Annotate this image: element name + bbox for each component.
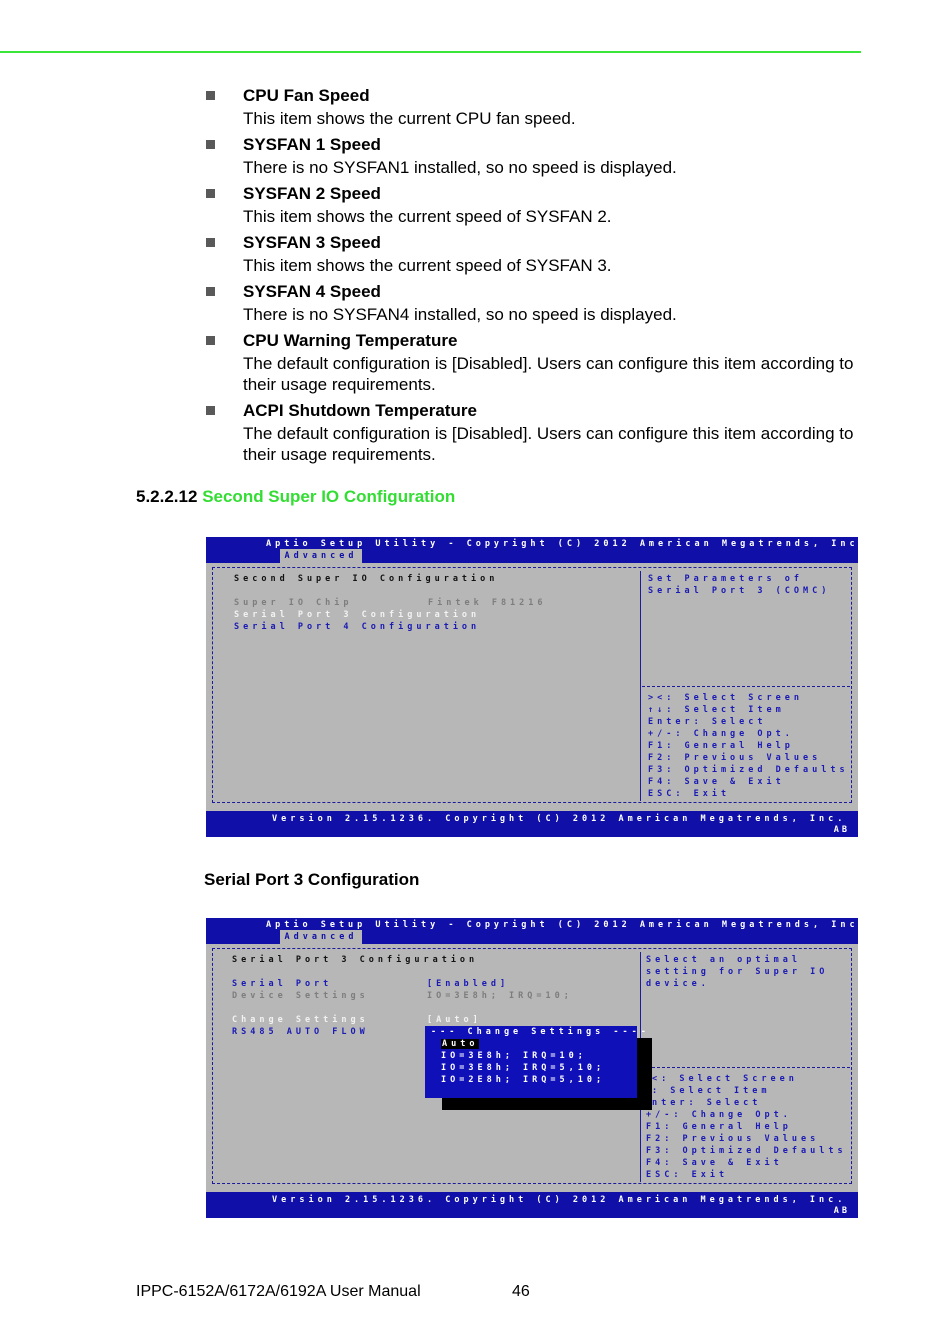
- rs485-auto-flow-label[interactable]: RS485 AUTO FLOW: [232, 1027, 369, 1037]
- list-item: [204, 231, 864, 276]
- item-description: There is no SYSFAN1 installed, so no speed is displayed.: [243, 158, 677, 177]
- square-bullet-icon: [206, 406, 215, 415]
- serial-port-label[interactable]: Serial Port: [232, 979, 333, 989]
- popup-option[interactable]: IO=3E8h; IRQ=5,10;: [441, 1063, 606, 1073]
- menu-serial-port-4[interactable]: Serial Port 4 Configuration: [234, 622, 481, 632]
- key-hint: ↑↓: Select Item: [648, 705, 785, 715]
- help-text-line: Select an optimal: [646, 955, 801, 965]
- change-settings-label[interactable]: Change Settings: [232, 1015, 369, 1025]
- key-hint: <: Select Screen: [652, 1074, 798, 1084]
- key-hint: F1: General Help: [648, 741, 794, 751]
- section-heading: [136, 485, 455, 509]
- list-item: [204, 280, 864, 325]
- square-bullet-icon: [206, 238, 215, 247]
- item-description: This item shows the current speed of SYSFAN 2.: [243, 207, 612, 226]
- key-hint: : Select Item: [652, 1086, 771, 1096]
- item-title: CPU Warning Temperature: [243, 331, 458, 350]
- square-bullet-icon: [206, 140, 215, 149]
- help-text-line: device.: [646, 979, 710, 989]
- bios-header-title: Aptio Setup Utility - Copyright (C) 2012 American Megatrends, Inc.: [266, 539, 868, 549]
- bios-version: Version 2.15.1236. Copyright (C) 2012 American Megatrends, Inc.: [272, 814, 847, 824]
- super-io-chip-label: Super IO Chip: [234, 598, 353, 608]
- bios-help-separator: [642, 686, 850, 687]
- menu-serial-port-3[interactable]: Serial Port 3 Configuration: [234, 610, 481, 620]
- item-description: This item shows the current speed of SYSFAN 3.: [243, 256, 612, 275]
- bios-column-divider: [640, 571, 641, 801]
- item-list: [204, 84, 864, 469]
- square-bullet-icon: [206, 189, 215, 198]
- header-rule: [0, 51, 861, 53]
- device-settings-label: Device Settings: [232, 991, 369, 1001]
- list-item: [204, 182, 864, 227]
- list-item: [204, 399, 864, 465]
- device-settings-value: IO=3E8h; IRQ=10;: [427, 991, 573, 1001]
- popup-option[interactable]: IO=3E8h; IRQ=10;: [441, 1051, 587, 1061]
- popup-option-label[interactable]: Auto: [442, 1039, 479, 1049]
- key-hint: ESC: Exit: [648, 789, 731, 799]
- bios-header: [206, 537, 868, 563]
- section-number: 5.2.2.12: [136, 487, 198, 506]
- tab-advanced[interactable]: Advanced: [280, 549, 362, 563]
- item-title: SYSFAN 1 Speed: [243, 135, 381, 154]
- popup-title: --- Change Settings ----: [431, 1027, 650, 1037]
- key-hint: F4: Save & Exit: [646, 1158, 783, 1168]
- item-title: SYSFAN 2 Speed: [243, 184, 381, 203]
- popup-option-auto[interactable]: [441, 1038, 479, 1050]
- bios-screenshot-second-super-io: [206, 537, 868, 837]
- item-description: The default configuration is [Disabled]. Users can configure this item according to their usage requirements.: [243, 424, 854, 464]
- key-hint: ESC: Exit: [646, 1170, 729, 1180]
- bios-footer-ab: AB: [833, 825, 850, 835]
- page-number: 46: [512, 1283, 530, 1300]
- change-settings-popup[interactable]: [425, 1026, 650, 1098]
- key-hint: F3: Optimized Defaults: [648, 765, 849, 775]
- item-description: The default configuration is [Disabled]. Users can configure this item according to their usage requirements.: [243, 354, 854, 394]
- bios-footer: [206, 811, 858, 837]
- bios-header-title: Aptio Setup Utility - Copyright (C) 2012 American Megatrends, Inc.: [266, 920, 868, 930]
- manual-title: IPPC-6152A/6172A/6192A User Manual: [136, 1283, 421, 1300]
- item-description: There is no SYSFAN4 installed, so no speed is displayed.: [243, 305, 677, 324]
- change-settings-value[interactable]: [Auto]: [427, 1015, 482, 1025]
- key-hint: Enter: Select: [648, 717, 767, 727]
- item-description: This item shows the current CPU fan speed.: [243, 109, 576, 128]
- item-title: SYSFAN 4 Speed: [243, 282, 381, 301]
- bios-version: Version 2.15.1236. Copyright (C) 2012 American Megatrends, Inc.: [272, 1195, 847, 1205]
- key-hint: F4: Save & Exit: [648, 777, 785, 787]
- serial-port-value[interactable]: [Enabled]: [427, 979, 510, 989]
- super-io-chip-value: Fintek F81216: [428, 598, 547, 608]
- bios-page-heading: Serial Port 3 Configuration: [232, 955, 479, 965]
- list-item: [204, 133, 864, 178]
- figure-caption: Serial Port 3 Configuration: [204, 870, 420, 889]
- bios-header: [206, 918, 868, 944]
- key-hint: F2: Previous Values: [648, 753, 822, 763]
- key-hint: +/-: Change Opt.: [648, 729, 794, 739]
- key-hint: +/-: Change Opt.: [646, 1110, 792, 1120]
- section-title: Second Super IO Configuration: [202, 487, 456, 506]
- bios-footer-ab: AB: [833, 1206, 850, 1216]
- item-title: ACPI Shutdown Temperature: [243, 401, 477, 420]
- bios-help-separator: [642, 1067, 850, 1068]
- popup-option[interactable]: IO=2E8h; IRQ=5,10;: [441, 1075, 606, 1085]
- key-hint: nter: Select: [652, 1098, 762, 1108]
- item-title: SYSFAN 3 Speed: [243, 233, 381, 252]
- list-item: [204, 329, 864, 395]
- square-bullet-icon: [206, 91, 215, 100]
- key-hint: ><: Select Screen: [648, 693, 803, 703]
- key-hint: F2: Previous Values: [646, 1134, 820, 1144]
- help-text-line: setting for Super IO: [646, 967, 829, 977]
- list-item: [204, 84, 864, 129]
- square-bullet-icon: [206, 336, 215, 345]
- bios-screenshot-serial-port-3: [206, 918, 868, 1218]
- item-title: CPU Fan Speed: [243, 86, 370, 105]
- key-hint: F1: General Help: [646, 1122, 792, 1132]
- square-bullet-icon: [206, 287, 215, 296]
- bios-footer: [206, 1192, 858, 1218]
- bios-page-heading: Second Super IO Configuration: [234, 574, 499, 584]
- tab-advanced[interactable]: Advanced: [280, 930, 362, 944]
- key-hint: F3: Optimized Defaults: [646, 1146, 847, 1156]
- help-text-line: Set Parameters of: [648, 574, 803, 584]
- help-text-line: Serial Port 3 (COMC): [648, 586, 831, 596]
